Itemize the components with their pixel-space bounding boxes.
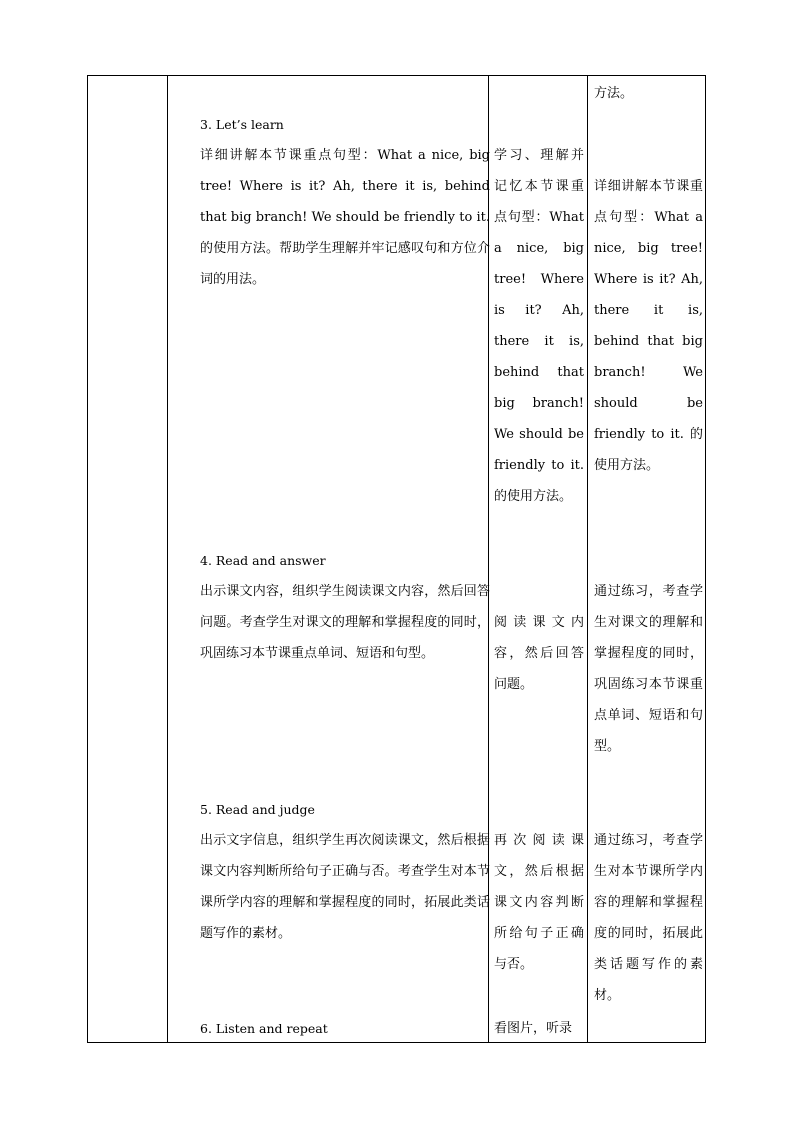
step-3-heading: 3. Let’s learn bbox=[200, 117, 284, 132]
step-6-heading: 6. Listen and repeat bbox=[200, 1021, 328, 1036]
student-activity-cell bbox=[489, 76, 587, 1042]
step-3-description: 详细讲解本节课重点句型：What a nice, big tree! Where is it? Ah, there it is, behind that big branch! We should be friendly to it. 的使用方法。帮助学生理解并牢记感叹句和方位介词的用法。 bbox=[200, 148, 490, 287]
step-4-description: 出示课文内容，组织学生阅读课文内容，然后回答问题。考查学生对课文的理解和掌握程度的同时，巩固练习本节课重点单词、短语和句型。 bbox=[200, 584, 490, 661]
student-activity-step-3: 学习、理解并记忆本节课重点句型：What a nice, big tree! Where is it? Ah, there it is, behind that big branch! We should be friendly to it. 的使用方法。 bbox=[494, 148, 584, 504]
purpose-step-4: 通过练习，考查学生对课文的理解和掌握程度的同时，巩固练习本节课重点单词、短语和句型。 bbox=[594, 584, 703, 754]
student-activity-step-4: 阅读课文内容，然后回答问题。 bbox=[494, 615, 584, 692]
purpose-step-3: 详细讲解本节课重点句型：What a nice, big tree! Where is it? Ah, there it is, behind that big branch! We should be friendly to it. 的使用方法。 bbox=[594, 179, 703, 473]
step-5-heading: 5. Read and judge bbox=[200, 802, 315, 817]
stage-column-cell bbox=[88, 76, 167, 1042]
step-5-description: 出示文字信息，组织学生再次阅读课文，然后根据课文内容判断所给句子正确与否。考查学生对本节课所学内容的理解和掌握程度的同时，拓展此类话题写作的素材。 bbox=[200, 833, 490, 941]
purpose-step-5: 通过练习，考查学生对本节课所学内容的理解和掌握程度的同时，拓展此类话题写作的素材。 bbox=[594, 833, 703, 1003]
step-4-heading: 4. Read and answer bbox=[200, 553, 326, 568]
student-activity-step-6: 看图片，听录 bbox=[494, 1021, 573, 1036]
teaching-procedure-cell bbox=[168, 76, 488, 1042]
design-purpose-cell bbox=[588, 76, 706, 1042]
lesson-plan-table bbox=[87, 75, 706, 1043]
purpose-continued-text: 方法。 bbox=[594, 86, 634, 101]
student-activity-step-5: 再次阅读课文，然后根据课文内容判断所给句子正确与否。 bbox=[494, 833, 584, 972]
